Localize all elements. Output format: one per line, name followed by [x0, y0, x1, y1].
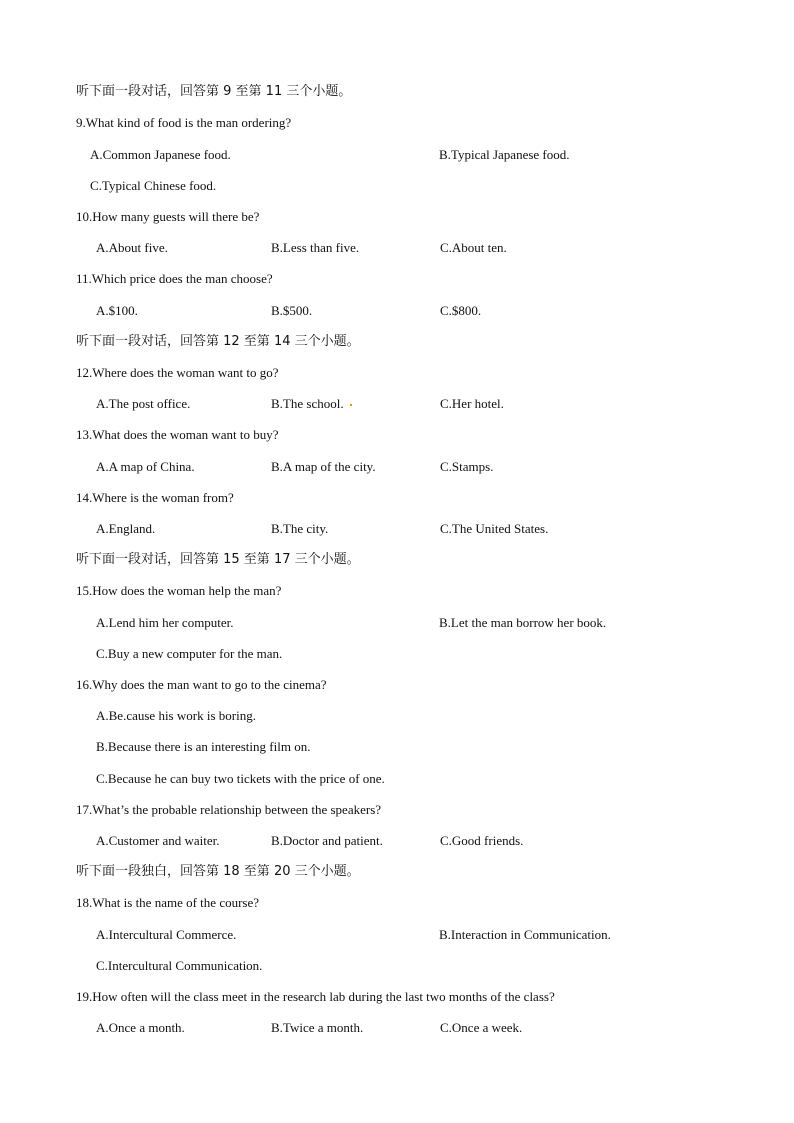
- q9-option-b: B.Typical Japanese food.: [439, 147, 570, 162]
- q13-option-b: B.A map of the city.: [271, 459, 376, 474]
- question-19: 19.How often will the class meet in the research lab during the last two months of the class?: [76, 989, 555, 1004]
- q19-option-b: B.Twice a month.: [271, 1020, 364, 1035]
- q19-option-c: C.Once a week.: [440, 1020, 523, 1035]
- q19-option-a: A.Once a month.: [96, 1020, 185, 1035]
- q12-option-b-wrap: [271, 395, 352, 413]
- q18-option-b: B.Interaction in Communication.: [439, 927, 611, 942]
- q15-option-b: B.Let the man borrow her book.: [439, 615, 607, 630]
- q13-option-c: C.Stamps.: [440, 459, 494, 474]
- q18-option-a: A.Intercultural Commerce.: [96, 927, 237, 942]
- q11-option-c: C.$800.: [440, 303, 482, 318]
- q14-option-c: C.The United States.: [440, 521, 549, 536]
- q13-option-a: A.A map of China.: [96, 459, 195, 474]
- q14-option-a: A.England.: [96, 521, 156, 536]
- section-instruction: 听下面一段独白，回答第 18 至第 20 三个小题。: [76, 864, 360, 879]
- q11-option-a: A.$100.: [96, 303, 138, 318]
- question-13: 13.What does the woman want to buy?: [76, 427, 279, 442]
- question-17: 17.What’s the probable relationship between the speakers?: [76, 802, 382, 817]
- q17-option-c: C.Good friends.: [440, 833, 524, 848]
- q10-option-c: C.About ten.: [440, 240, 507, 255]
- section-instruction: 听下面一段对话，回答第 12 至第 14 三个小题。: [76, 334, 360, 349]
- question-9: 9.What kind of food is the man ordering?: [76, 115, 292, 130]
- q15-option-c: C.Buy a new computer for the man.: [96, 646, 283, 661]
- q11-option-b: B.$500.: [271, 303, 313, 318]
- q18-option-c: C.Intercultural Communication.: [96, 958, 263, 973]
- question-11: 11.Which price does the man choose?: [76, 271, 273, 286]
- stray-mark: [350, 404, 352, 406]
- q10-option-b: B.Less than five.: [271, 240, 360, 255]
- q14-option-b: B.The city.: [271, 521, 329, 536]
- section-instruction: 听下面一段对话，回答第 9 至第 11 三个小题。: [76, 84, 352, 99]
- q10-option-a: A.About five.: [96, 240, 168, 255]
- q12-option-c: C.Her hotel.: [440, 396, 504, 411]
- question-14: 14.Where is the woman from?: [76, 490, 234, 505]
- question-15: 15.How does the woman help the man?: [76, 583, 282, 598]
- q16-option-a: A.Be.cause his work is boring.: [96, 708, 256, 723]
- q12-option-b: B.The school.: [271, 396, 344, 411]
- q16-option-b: B.Because there is an interesting film on.: [96, 739, 311, 754]
- question-12: 12.Where does the woman want to go?: [76, 365, 279, 380]
- q9-option-a: A.Common Japanese food.: [90, 147, 231, 162]
- q16-option-c: C.Because he can buy two tickets with the price of one.: [96, 771, 385, 786]
- q12-option-a: A.The post office.: [96, 396, 191, 411]
- q15-option-a: A.Lend him her computer.: [96, 615, 234, 630]
- q17-option-b: B.Doctor and patient.: [271, 833, 383, 848]
- q9-option-c: C.Typical Chinese food.: [90, 178, 217, 193]
- q17-option-a: A.Customer and waiter.: [96, 833, 220, 848]
- question-16: 16.Why does the man want to go to the cinema?: [76, 677, 327, 692]
- section-instruction: 听下面一段对话，回答第 15 至第 17 三个小题。: [76, 552, 360, 567]
- question-10: 10.How many guests will there be?: [76, 209, 260, 224]
- question-18: 18.What is the name of the course?: [76, 895, 260, 910]
